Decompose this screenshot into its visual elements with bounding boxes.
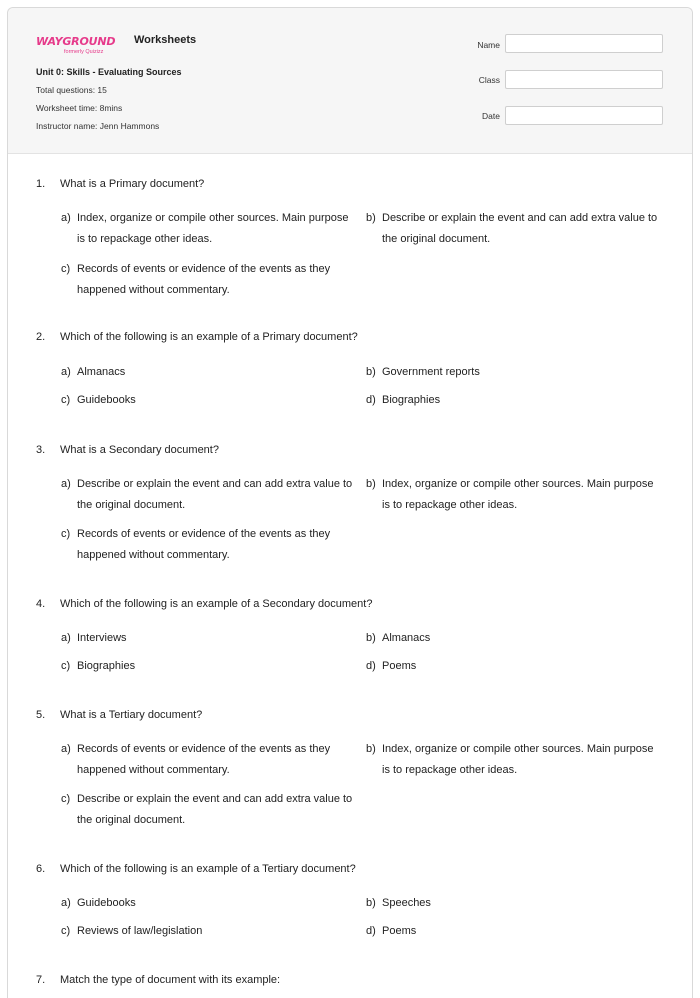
option-text: Describe or explain the event and can add extra value to the original document.	[382, 212, 658, 245]
date-field[interactable]	[505, 106, 663, 125]
option-letter: d)	[366, 394, 376, 406]
option-letter: b)	[366, 212, 376, 224]
worksheet-header	[8, 8, 692, 154]
option-letter: c)	[61, 394, 71, 406]
option-text: Index, organize or compile other sources. Main purpose is to repackage other ideas.	[382, 743, 654, 776]
option-letter: a)	[61, 366, 71, 378]
question-text: What is a Tertiary document?	[60, 709, 203, 721]
option-text: Reviews of law/legislation	[77, 925, 203, 937]
option-letter: c)	[61, 660, 71, 672]
question-number: 6.	[36, 863, 46, 875]
option-letter: c)	[61, 528, 71, 540]
option-letter: c)	[61, 925, 71, 937]
option-text: Poems	[382, 660, 417, 672]
option-letter: a)	[61, 897, 71, 909]
option-text: Biographies	[382, 394, 441, 406]
question-number: 7.	[36, 974, 46, 986]
option-text: Guidebooks	[77, 897, 136, 909]
option-text: Interviews	[77, 632, 127, 644]
option-text: Index, organize or compile other sources. Main purpose is to repackage other ideas.	[382, 478, 654, 511]
unit-title: Unit 0: Skills - Evaluating Sources	[36, 67, 182, 77]
name-label: Name	[477, 40, 500, 50]
option-letter: c)	[61, 263, 71, 275]
option-text: Records of events or evidence of the events as they happened without commentary.	[77, 743, 331, 776]
option-text: Almanacs	[382, 632, 431, 644]
option-letter: b)	[366, 478, 376, 490]
option-text: Poems	[382, 925, 417, 937]
question-text: Which of the following is an example of a Tertiary document?	[60, 863, 356, 875]
option-text: Index, organize or compile other sources. Main purpose is to repackage other ideas.	[77, 212, 349, 245]
question-text: Which of the following is an example of a Primary document?	[60, 331, 358, 343]
logo-subtitle: formerly Quizizz	[64, 49, 104, 55]
option-letter: b)	[366, 743, 376, 755]
question-text: What is a Secondary document?	[60, 444, 219, 456]
option-letter: c)	[61, 793, 71, 805]
question-text: What is a Primary document?	[60, 178, 205, 190]
worksheet-time: Worksheet time: 8mins	[36, 103, 123, 113]
option-letter: b)	[366, 632, 376, 644]
option-letter: a)	[61, 478, 71, 490]
option-text: Describe or explain the event and can add extra value to the original document.	[77, 478, 353, 511]
question-number: 2.	[36, 331, 46, 343]
option-text: Almanacs	[77, 366, 126, 378]
option-letter: d)	[366, 660, 376, 672]
worksheet-page	[7, 7, 693, 998]
option-text: Records of events or evidence of the events as they happened without commentary.	[77, 263, 331, 296]
question-number: 4.	[36, 598, 46, 610]
name-field[interactable]	[505, 34, 663, 53]
option-text: Government reports	[382, 366, 480, 378]
option-letter: d)	[366, 925, 376, 937]
wayground-logo	[36, 32, 115, 55]
instructor-name: Instructor name: Jenn Hammons	[36, 121, 160, 131]
option-text: Guidebooks	[77, 394, 136, 406]
date-label: Date	[482, 111, 500, 121]
total-questions: Total questions: 15	[36, 85, 107, 95]
question-text: Match the type of document with its example:	[60, 974, 281, 986]
option-letter: a)	[61, 743, 71, 755]
option-letter: a)	[61, 212, 71, 224]
question-number: 3.	[36, 444, 46, 456]
question-number: 1.	[36, 178, 46, 190]
option-letter: b)	[366, 897, 376, 909]
logo-text: WAYGROUND	[36, 35, 116, 48]
option-text: Biographies	[77, 660, 136, 672]
option-text: Speeches	[382, 897, 431, 909]
worksheets-title: Worksheets	[134, 34, 197, 46]
class-field[interactable]	[505, 70, 663, 89]
option-text: Records of events or evidence of the events as they happened without commentary.	[77, 528, 331, 561]
question-number: 5.	[36, 709, 46, 721]
option-letter: b)	[366, 366, 376, 378]
question-text: Which of the following is an example of a Secondary document?	[60, 598, 373, 610]
option-text: Describe or explain the event and can add extra value to the original document.	[77, 793, 353, 826]
class-label: Class	[478, 75, 500, 85]
option-letter: a)	[61, 632, 71, 644]
